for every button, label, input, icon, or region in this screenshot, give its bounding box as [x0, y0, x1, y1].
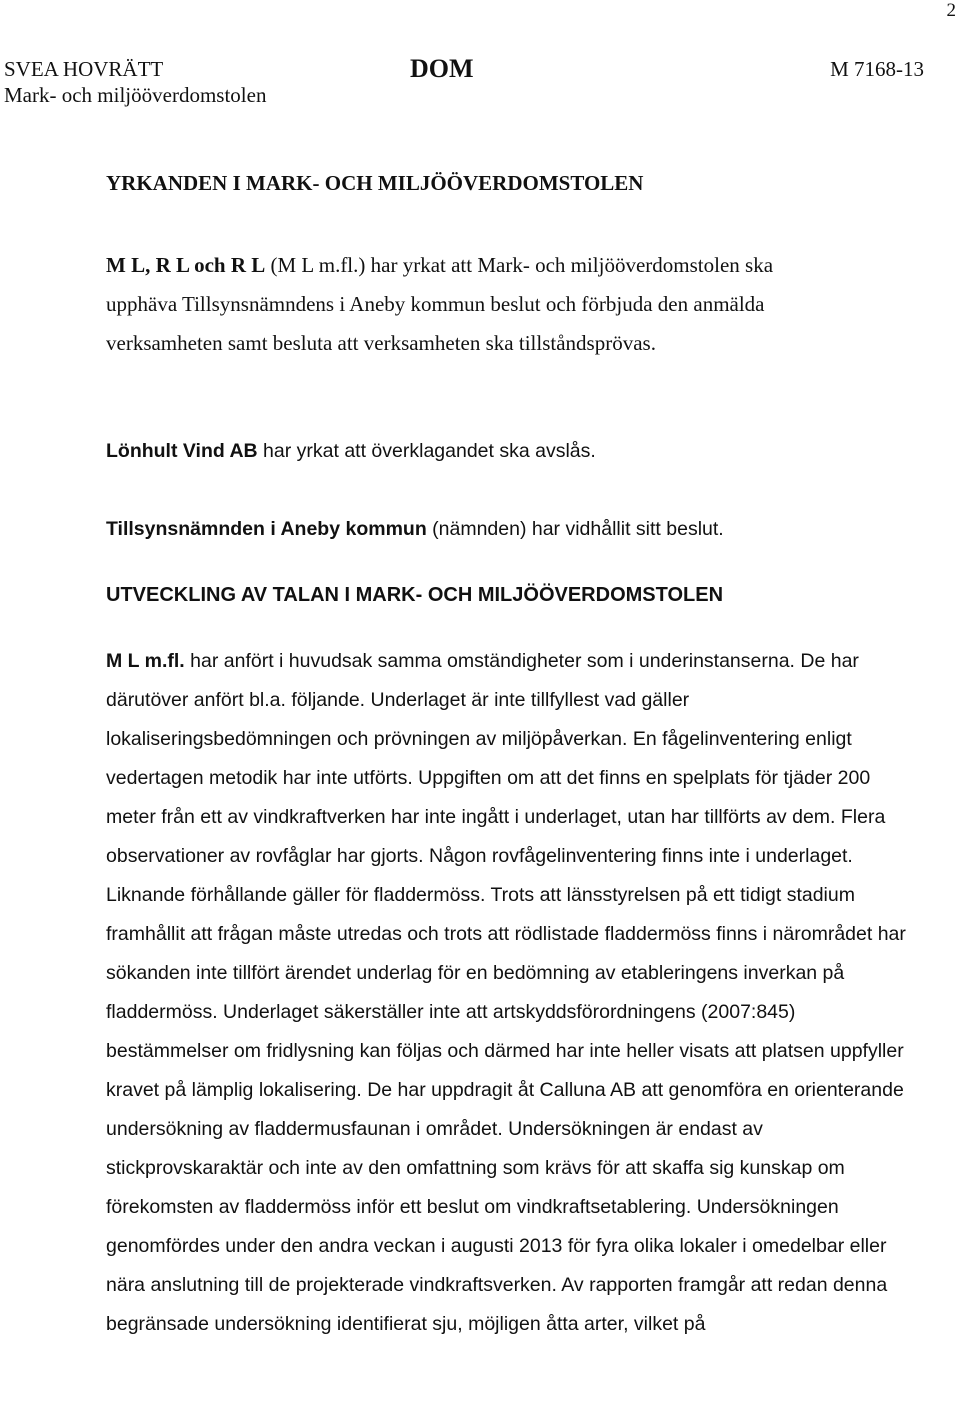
section-heading-claims: YRKANDEN I MARK- OCH MILJÖÖVERDOMSTOLEN [106, 171, 644, 195]
document-body [106, 170, 906, 1344]
party-name-appellants: M L, R L och R L [106, 253, 266, 277]
claims-text-committee: (nämnden) har vidhållit sitt beslut. [426, 518, 724, 540]
party-name-respondent: Lönhult Vind AB [106, 440, 258, 462]
arguments-paragraph [106, 642, 906, 1344]
case-number: M 7168-13 [830, 57, 924, 81]
court-name-line2: Mark- och miljööverdomstolen [4, 83, 267, 107]
court-name-line1: SVEA HOVRÄTT [4, 57, 164, 81]
party-name-committee: Tillsynsnämnden i Aneby kommun [106, 518, 427, 540]
claims-text-appellants: (M L m.fl.) har yrkat att Mark- och miljööverdomstolen ska upphäva Tillsynsnämndens i Aneby kommun beslut och förbjuda den anmälda verksamheten samt besluta att verksamheten ska tillståndsprövas. [106, 253, 774, 355]
claims-paragraph-appellants [106, 246, 836, 363]
claims-paragraph-respondent [106, 432, 906, 471]
claims-text-respondent: har yrkat att överklagandet ska avslås. [257, 440, 596, 462]
claims-paragraph-committee [106, 510, 906, 549]
section-heading-arguments: UTVECKLING AV TALAN I MARK- OCH MILJÖÖVERDOMSTOLEN [106, 584, 724, 606]
court-name [4, 56, 266, 108]
page-number: 2 [946, 0, 956, 21]
document-type: DOM [410, 54, 474, 83]
arguments-text: har anfört i huvudsak samma omständigheter som i underinstanserna. De har därutöver anfört bl.a. följande. Underlaget är inte tillfyllest vad gäller lokaliseringsbedömningen och prövningen av miljöpåverkan. En fågelinventering enligt vedertagen metodik har inte utförts. Uppgiften om att det finns en spelplats för tjäder 200 meter från ett av vindkraftverken har inte ingått i underlaget, utan har tillförts av dem. Flera observationer av rovfåglar har gjorts. Någon rovfågelinventering finns inte i underlaget. Liknande förhållande gäller för fladdermöss. Trots att länsstyrelsen på ett tidigt stadium framhållit att frågan måste utredas och trots att rödlistade fladdermöss finns i närområdet har sökanden inte tillfört ärendet underlag för en bedömning av etableringens inverkan på fladdermöss. Underlaget säkerställer inte att artskyddsförordningens (2007:845) bestämmelser om fridlysning kan följas och därmed har inte heller visats att platsen uppfyller kravet på lämplig lokalisering. De har uppdragit åt Calluna AB att genomföra en orienterande undersökning av fladdermusfaunan i området. Undersökningen är endast av stickprovskaraktär och inte av den omfattning som krävs för att skaffa sig kunskap om förekomsten av fladdermöss inför ett beslut om vindkraftsetablering. Undersökningen genomfördes under den andra veckan i augusti 2013 för fyra olika lokaler i omedelbar eller nära anslutning till de projekterade vindkraftsverken. Av rapporten framgår att redan denna begränsade undersökning identifierat sju, möjligen åtta arter, vilket på [106, 650, 906, 1335]
party-name-arguments: M L m.fl. [106, 650, 185, 672]
